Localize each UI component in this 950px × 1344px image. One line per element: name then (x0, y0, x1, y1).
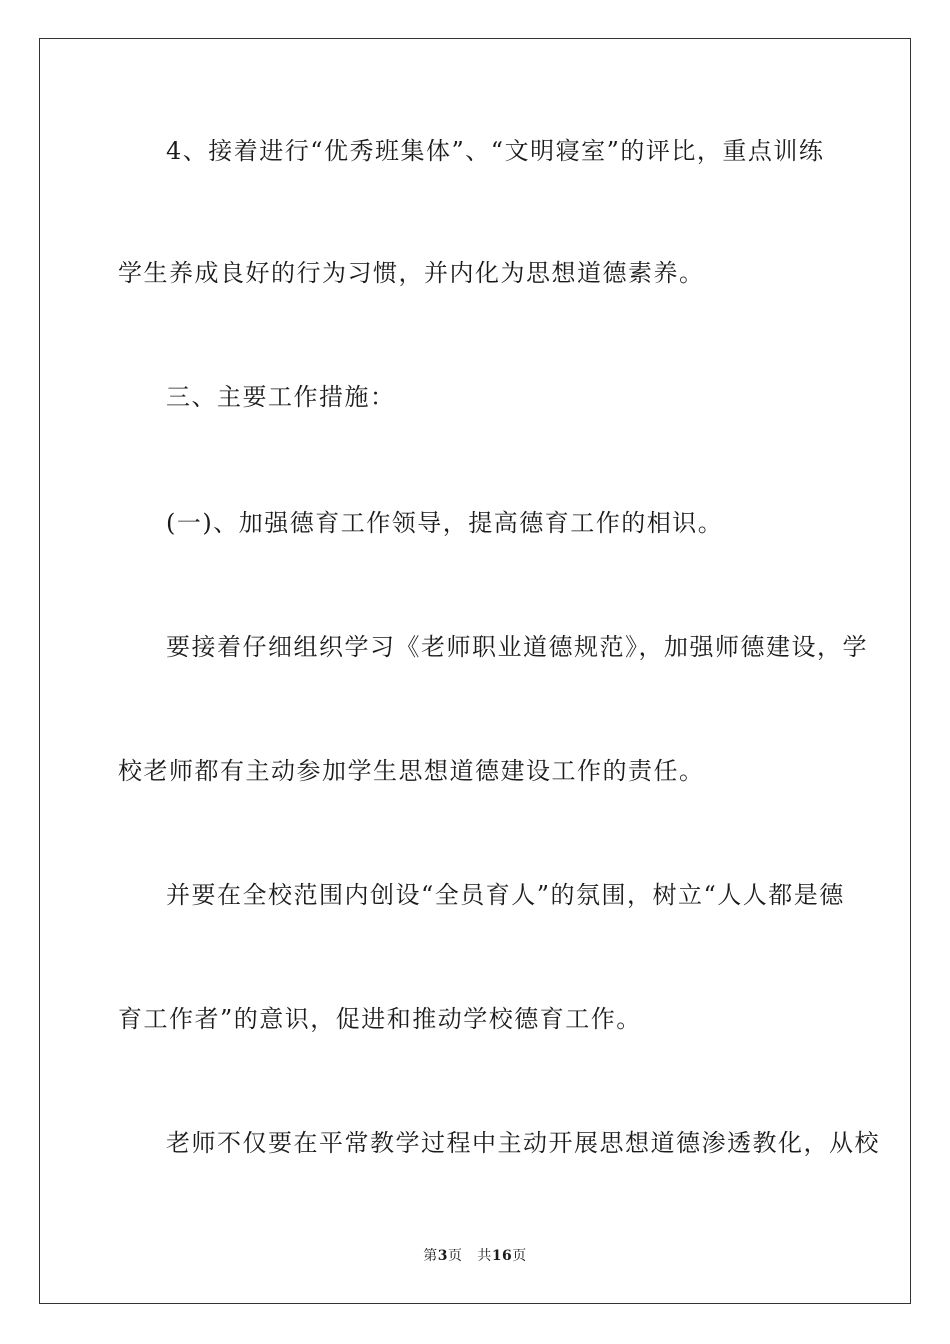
paragraph-line: 学生养成良好的行为习惯，并内化为思想道德素养。 (118, 259, 705, 287)
page-frame (39, 38, 911, 1304)
page-number: 3 (437, 1248, 448, 1264)
page-prefix: 第 (423, 1248, 438, 1264)
paragraph-line: 并要在全校范围内创设“全员育人”的氛围，树立“人人都是德 (166, 881, 845, 909)
paragraph-line: 4、接着进行“优秀班集体”、“文明寝室”的评比，重点训练 (166, 137, 825, 165)
total-suffix: 页 (512, 1248, 527, 1264)
total-pages: 16 (491, 1248, 513, 1264)
subsection-heading: (一)、加强德育工作领导，提高德育工作的相识。 (166, 509, 724, 537)
paragraph-line: 要接着仔细组织学习《老师职业道德规范》，加强师德建设，学 (166, 633, 868, 661)
section-heading: 三、主要工作措施： (166, 383, 396, 411)
total-prefix: 共 (477, 1248, 492, 1264)
paragraph-line: 育工作者”的意识，促进和推动学校德育工作。 (118, 1005, 642, 1033)
paragraph-line: 校老师都有主动参加学生思想道德建设工作的责任。 (118, 757, 705, 785)
page-suffix: 页 (447, 1248, 463, 1264)
page-footer (0, 1246, 950, 1266)
paragraph-line: 老师不仅要在平常教学过程中主动开展思想道德渗透教化，从校 (166, 1129, 880, 1157)
